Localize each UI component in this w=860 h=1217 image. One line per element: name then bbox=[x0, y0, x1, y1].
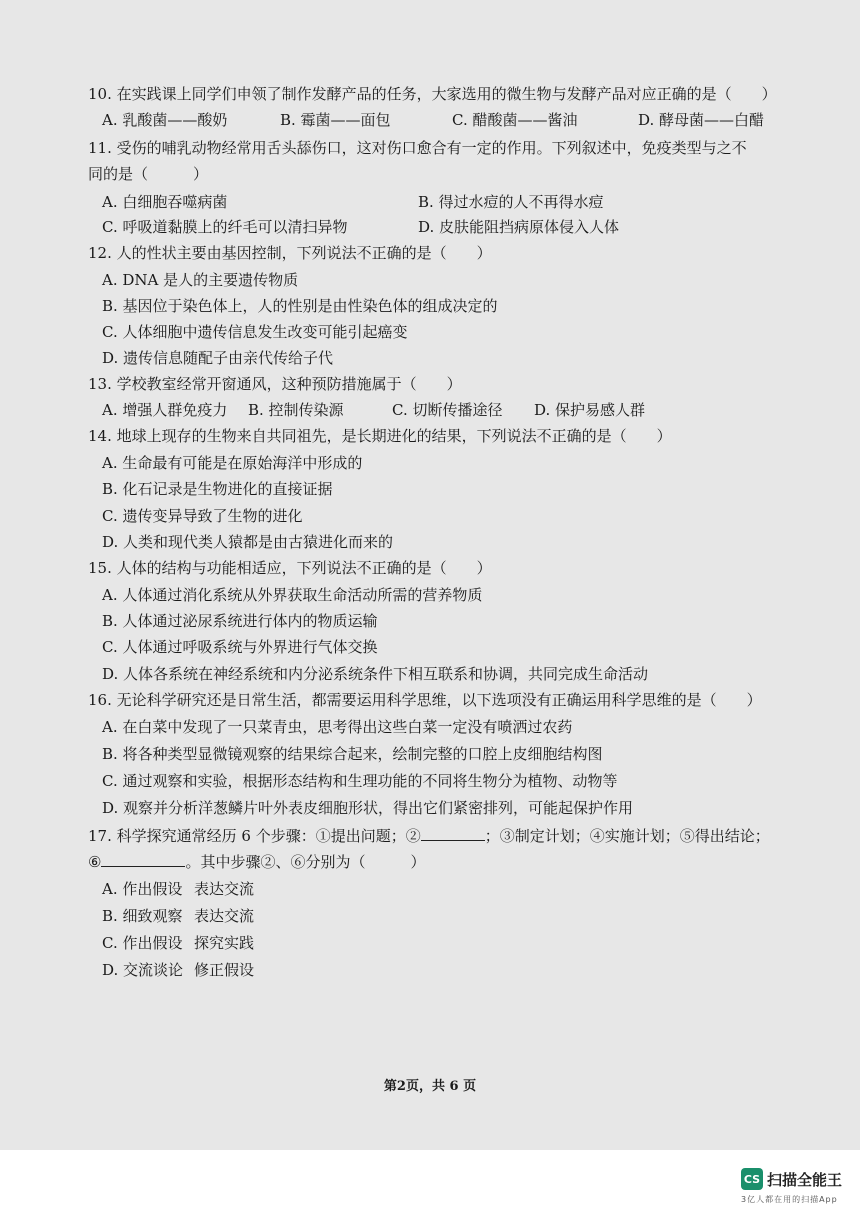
question-10-options bbox=[102, 110, 764, 130]
scanner-tagline: 3亿人都在用的扫描App bbox=[741, 1195, 838, 1204]
answer-blank-6 bbox=[101, 852, 185, 867]
option-c-second: 探究实践 bbox=[194, 934, 255, 952]
question-16-stem: 16. 无论科学研究还是日常生活，都需要运用科学思维，以下选项没有正确运用科学思维的是（ ） bbox=[88, 691, 762, 709]
answer-blank-2 bbox=[421, 826, 485, 841]
option-a: A. 乳酸菌——酸奶 bbox=[102, 111, 228, 129]
page-number: 第2页，共 6 页 bbox=[383, 1079, 477, 1094]
question-11-options-row2 bbox=[102, 217, 619, 237]
scanner-app-name: 扫描全能王 bbox=[767, 1170, 843, 1189]
question-13-options bbox=[102, 400, 645, 420]
option-b: B. 化石记录是生物进化的直接证据 bbox=[102, 480, 333, 498]
option-c: C. 呼吸道黏膜上的纤毛可以清扫异物 bbox=[102, 218, 348, 236]
option-d: D. 观察并分析洋葱鳞片叶外表皮细胞形状，得出它们紧密排列，可能起保护作用 bbox=[102, 799, 634, 817]
option-d: D. 酵母菌——白醋 bbox=[638, 111, 765, 129]
option-c bbox=[102, 933, 254, 953]
scanner-watermark bbox=[741, 1168, 842, 1190]
option-d: D. 遗传信息随配子由亲代传给子代 bbox=[102, 349, 334, 367]
stem-part-4: 。其中步骤②、⑥分别为（ ） bbox=[185, 853, 426, 871]
option-a: A. 增强人群免疫力 bbox=[102, 401, 228, 419]
option-d: D. 人类和现代类人猿都是由古猿进化而来的 bbox=[102, 533, 394, 551]
option-c: C. 人体通过呼吸系统与外界进行气体交换 bbox=[102, 638, 378, 656]
option-d-first: D. 交流谈论 bbox=[102, 961, 184, 979]
option-a: A. 白细胞吞噬病菌 bbox=[102, 193, 228, 211]
option-c: C. 醋酸菌——酱油 bbox=[452, 111, 578, 129]
option-a: A. DNA 是人的主要遗传物质 bbox=[102, 271, 299, 289]
option-b-first: B. 细致观察 bbox=[102, 907, 183, 925]
question-11-stem-line1: 11. 受伤的哺乳动物经常用舌头舔伤口，这对伤口愈合有一定的作用。下列叙述中，免疫类型与之不 bbox=[88, 139, 747, 157]
stem-part-2: ；③制定计划；④实施计划；⑤得出结论； bbox=[484, 827, 770, 845]
option-a-first: A. 作出假设 bbox=[102, 880, 183, 898]
question-10-stem: 10. 在实践课上同学们申领了制作发酵产品的任务，大家选用的微生物与发酵产品对应正确的是（ ） bbox=[88, 85, 777, 103]
option-a-second: 表达交流 bbox=[194, 880, 255, 898]
option-b-second: 表达交流 bbox=[194, 907, 255, 925]
question-11-stem-line2: 同的是（ ） bbox=[88, 165, 209, 183]
option-b: B. 人体通过泌尿系统进行体内的物质运输 bbox=[102, 612, 378, 630]
option-b bbox=[102, 906, 254, 926]
option-d: D. 皮肤能阻挡病原体侵入人体 bbox=[418, 218, 620, 236]
option-a bbox=[102, 879, 254, 899]
option-b: B. 霉菌——面包 bbox=[280, 111, 391, 129]
option-c-first: C. 作出假设 bbox=[102, 934, 183, 952]
option-b: B. 将各种类型显微镜观察的结果综合起来，绘制完整的口腔上皮细胞结构图 bbox=[102, 745, 603, 763]
option-c: C. 人体细胞中遗传信息发生改变可能引起癌变 bbox=[102, 323, 408, 341]
option-b: B. 得过水痘的人不再得水痘 bbox=[418, 193, 604, 211]
stem-part-1: 17. 科学探究通常经历 6 个步骤：①提出问题；② bbox=[88, 827, 421, 845]
stem-part-3: ⑥ bbox=[88, 853, 102, 871]
question-17-stem-line1 bbox=[88, 826, 770, 846]
option-a: A. 人体通过消化系统从外界获取生命活动所需的营养物质 bbox=[102, 586, 483, 604]
option-a: A. 在白菜中发现了一只菜青虫，思考得出这些白菜一定没有喷洒过农药 bbox=[102, 718, 573, 736]
option-c: C. 切断传播途径 bbox=[392, 401, 503, 419]
option-b: B. 基因位于染色体上，人的性别是由性染色体的组成决定的 bbox=[102, 297, 498, 315]
option-b: B. 控制传染源 bbox=[248, 401, 344, 419]
option-d-second: 修正假设 bbox=[194, 961, 255, 979]
option-c: C. 通过观察和实验，根据形态结构和生理功能的不同将生物分为植物、动物等 bbox=[102, 772, 618, 790]
scanner-logo-icon: CS bbox=[741, 1168, 763, 1190]
option-a: A. 生命最有可能是在原始海洋中形成的 bbox=[102, 454, 363, 472]
question-14-stem: 14. 地球上现存的生物来自共同祖先，是长期进化的结果，下列说法不正确的是（ ） bbox=[88, 427, 672, 445]
question-17-stem-line2 bbox=[88, 852, 425, 872]
question-11-options-row1 bbox=[102, 192, 604, 212]
option-d: D. 保护易感人群 bbox=[534, 401, 646, 419]
option-d bbox=[102, 960, 254, 980]
question-15-stem: 15. 人体的结构与功能相适应，下列说法不正确的是（ ） bbox=[88, 559, 492, 577]
question-13-stem: 13. 学校教室经常开窗通风，这种预防措施属于（ ） bbox=[88, 375, 462, 393]
question-12-stem: 12. 人的性状主要由基因控制，下列说法不正确的是（ ） bbox=[88, 244, 492, 262]
option-c: C. 遗传变异导致了生物的进化 bbox=[102, 507, 303, 525]
option-d: D. 人体各系统在神经系统和内分泌系统条件下相互联系和协调，共同完成生命活动 bbox=[102, 665, 649, 683]
